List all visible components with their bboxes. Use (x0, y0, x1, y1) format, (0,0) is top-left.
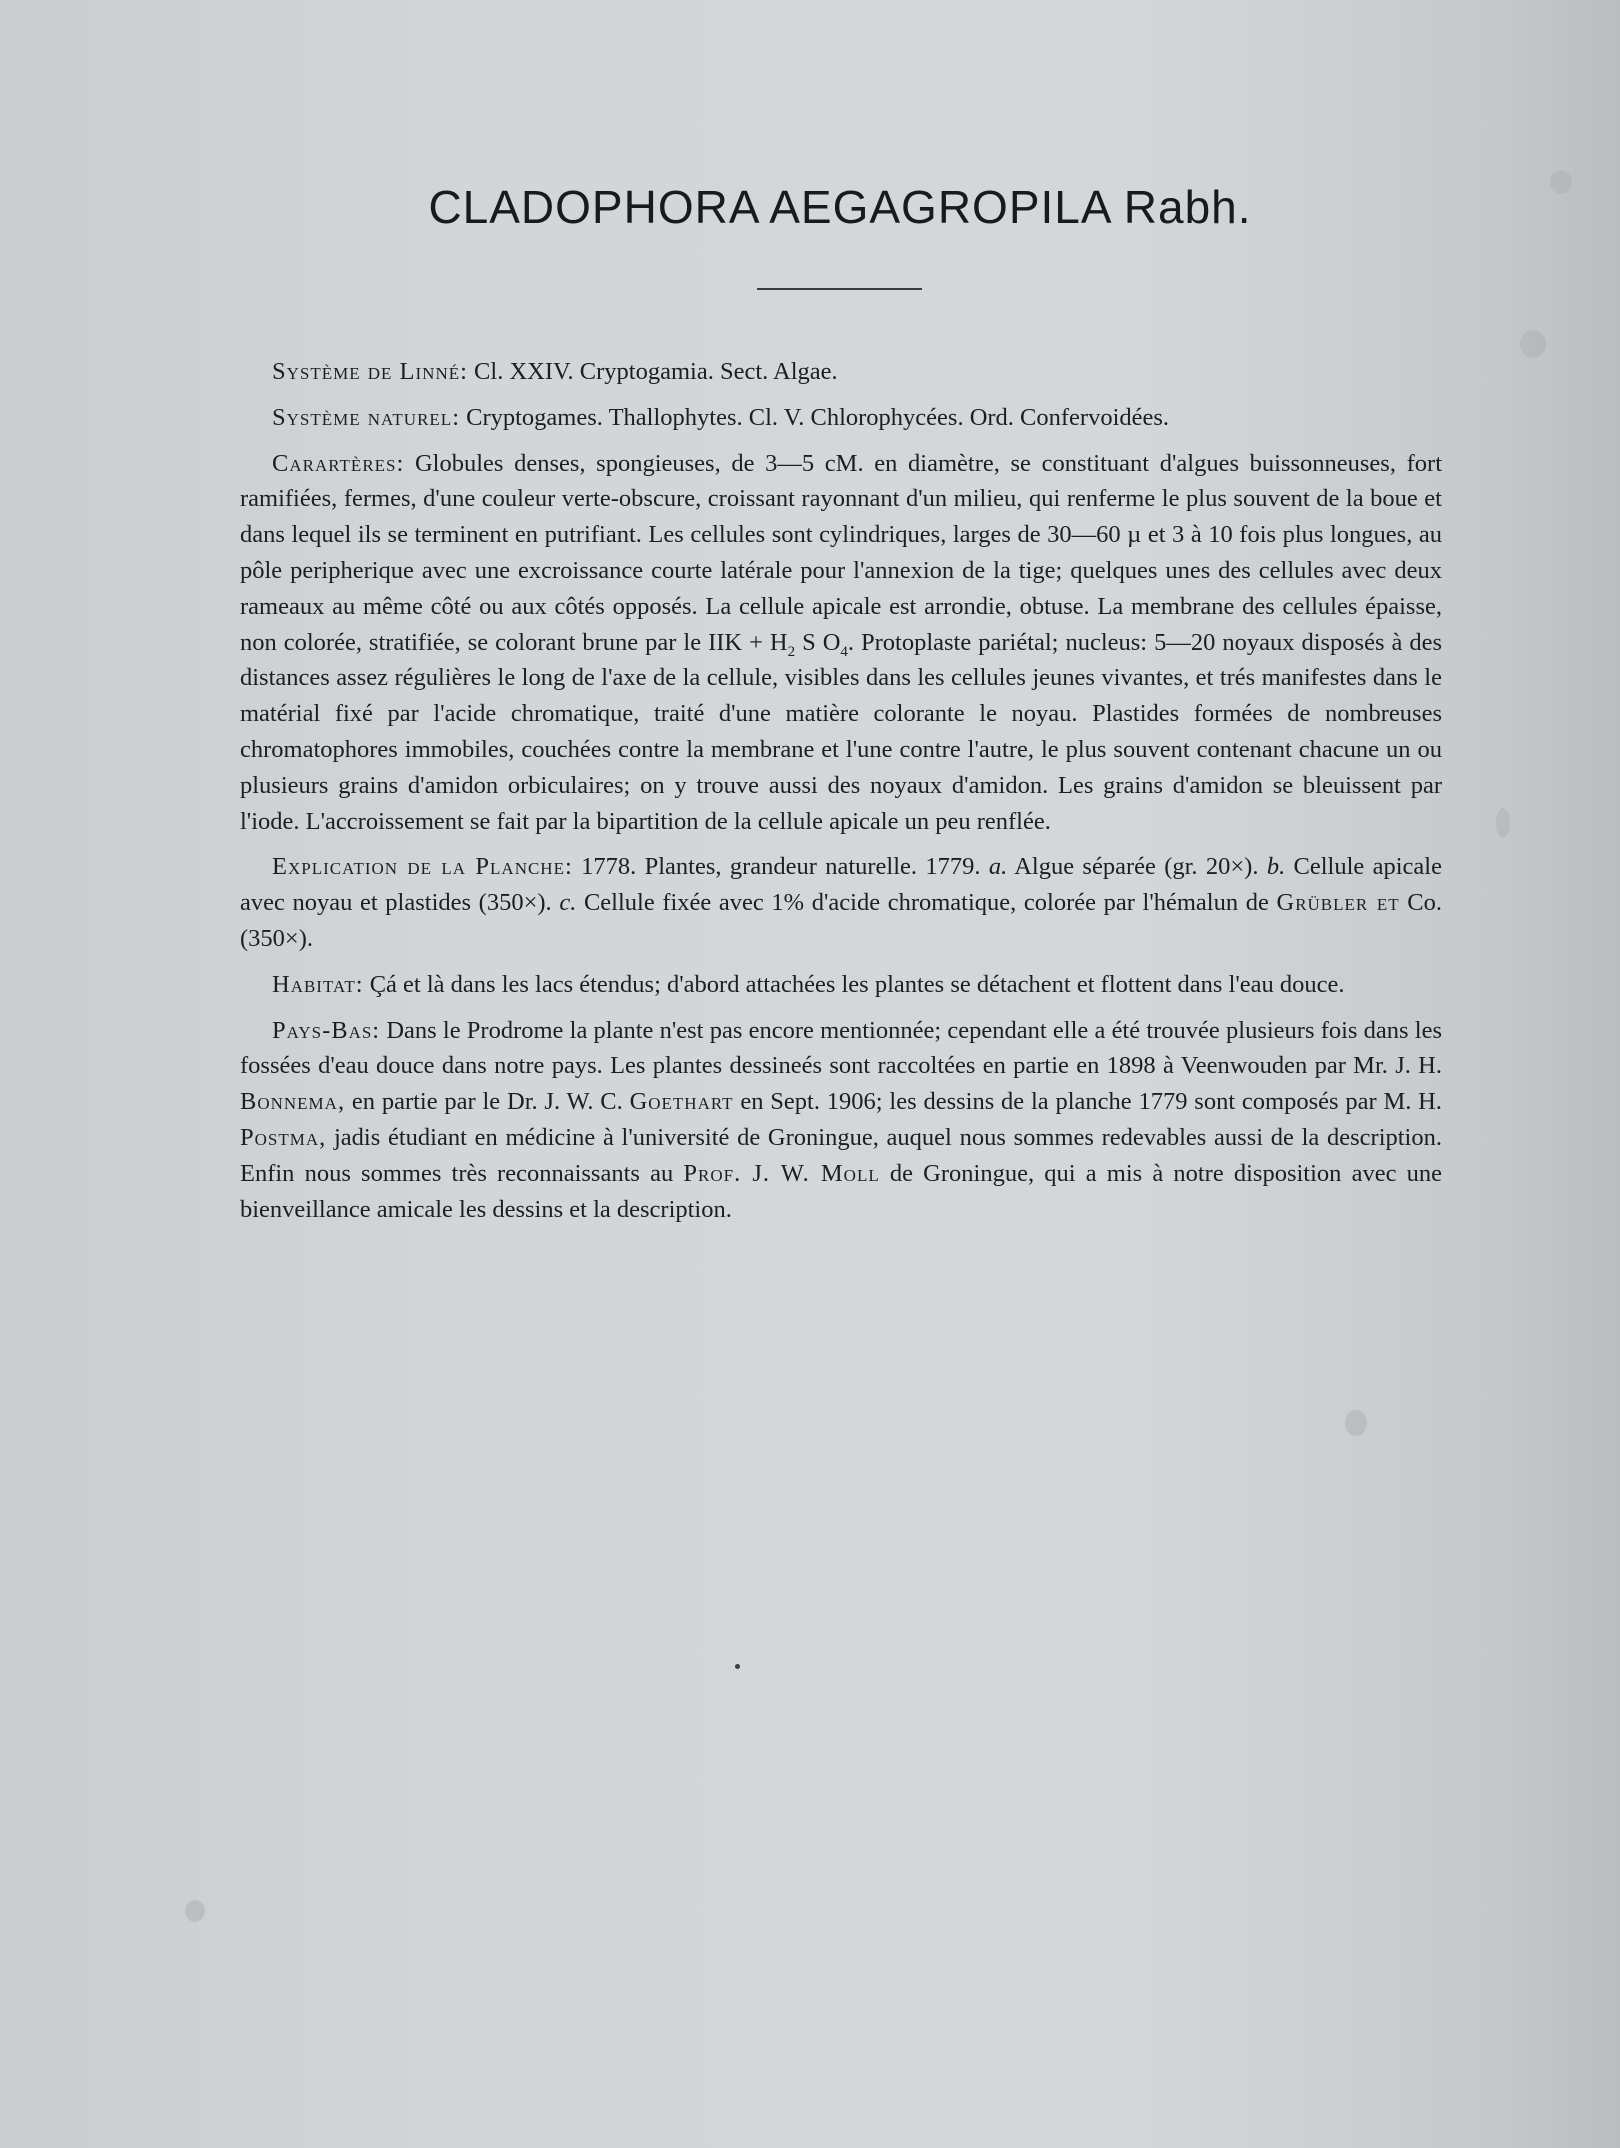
text-paysbas-d: jadis étudiant en médicine à l'université de Groningue, auquel nous sommes redevables aussi de la description. Enfin nous sommes très reconnaissants au (240, 1123, 1442, 1187)
paper-speck (735, 1664, 740, 1669)
paper-speck (1496, 808, 1510, 838)
text-caracteres-c: . Protoplaste pariétal; nucleus: 5—20 noyaux disposés à des distances assez régulières le long de l'axe de la cellule, visibles dans les cellules jeunes vivantes, et trés manifestes dans le matérial fixé par l'acide chromatique, traité d'une matière colorante le noyau. Plastides formées de nombreuses chromatophores immobiles, couchées contre la membrane et l'une contre l'autre, le plus souvent contenant chacune un ou plusieurs grains d'amidon orbiculaires; on y trouve aussi des noyaux d'amidon. Les grains d'amidon se bleuissent par l'iode. L'accroissement se fait par la bipartition de la cellule apicale un peu renflée. (240, 628, 1442, 835)
text-explication-d: Cellule fixée avec 1% d'acide chromatique, colorée par l'hémalun de (576, 889, 1277, 917)
title-divider (757, 288, 922, 290)
paragraph-habitat (240, 967, 1442, 1003)
paper-speck (1345, 1410, 1367, 1436)
text-caracteres-a: Globules denses, spongieuses, de 3—5 cM. en diamètre, se constituant d'algues buissonneuses, fort ramifiées, fermes, d'une couleur verte-obscure, croissant rayonnant d'un milieu, qui renferme le plus souvent de la boue et dans lequel ils se terminent en putrifiant. Les cellules sont cylindriques, larges de 30—60 µ et 3 à 10 fois plus longues, au pôle peripherique avec une excroissance courte latérale pour l'annexion de la tige; quelques unes des cellules avec deux rameaux au même côté ou aux côtés opposés. La cellule apicale est arrondie, obtuse. La membrane des cellules épaisse, non colorée, stratifiée, se colorant brune par le IIK + H (240, 449, 1442, 656)
description-body (240, 354, 1442, 1237)
name-goethart: Goethart (629, 1088, 734, 1116)
name-grubler: Grübler et (1276, 889, 1400, 917)
subscript-2: 2 (787, 643, 796, 660)
text-explication-a: 1778. Plantes, grandeur naturelle. 1779. (572, 853, 989, 881)
label-paysbas: Pays-Bas: (272, 1016, 381, 1044)
paragraph-paysbas (240, 1013, 1442, 1228)
label-linne: Système de Linné: (272, 358, 468, 385)
text-caracteres-b: S O (795, 628, 841, 656)
text-paysbas-c: en Sept. 1906; les dessins de la planche 1779 sont composés par M. H. (733, 1088, 1443, 1116)
text-naturel: Cryptogames. Thallophytes. Cl. V. Chlorophycées. Ord. Confervoidées. (460, 403, 1170, 431)
page-title: CLADOPHORA AEGAGROPILA Rabh. (428, 181, 1252, 233)
label-naturel: Système naturel: (272, 403, 460, 431)
paragraph-linne (240, 354, 1442, 390)
paper-speck (185, 1900, 205, 1922)
figure-ref-a: a. (988, 853, 1008, 881)
text-habitat: Çá et là dans les lacs étendus; d'abord attachées les plantes se détachent et flottent dans l'eau douce. (363, 970, 1345, 998)
figure-ref-b: b. (1266, 853, 1286, 881)
label-habitat: Habitat: (272, 970, 364, 998)
paragraph-naturel (240, 400, 1442, 436)
text-paysbas-e: de Groningue, qui a mis à notre disposition avec une bienveillance amicale les dessins et la description. (240, 1159, 1442, 1223)
figure-ref-c: c. (559, 889, 577, 917)
text-paysbas-a: Dans le Prodrome la plante n'est pas encore mentionnée; cependant elle a été trouvée plusieurs fois dans les fossées d'eau douce dans notre pays. Les plantes dessineés sont raccoltées en partie en 1898 à Veenwouden par Mr. J. H. (240, 1016, 1442, 1080)
text-paysbas-b: en partie par le Dr. J. W. C. (345, 1088, 630, 1116)
paragraph-explication (240, 849, 1442, 956)
paper-speck (1520, 330, 1546, 358)
name-postma: Postma, (240, 1123, 327, 1151)
text-explication-c: Cellule apicale avec noyau et plastides (350×). (240, 853, 1442, 917)
text-explication-e: Co. (350×). (240, 889, 1443, 952)
paragraph-caracteres (240, 446, 1442, 840)
text-explication-b: Algue séparée (gr. 20×). (1007, 853, 1267, 881)
text-linne: Cl. XXIV. Cryptogamia. Sect. Algae. (467, 358, 838, 385)
subscript-4: 4 (840, 643, 848, 660)
name-bonnema: Bonnema, (240, 1088, 346, 1116)
name-moll: Prof. J. W. Moll (683, 1159, 880, 1187)
label-explication: Explication de la Planche: (272, 853, 573, 881)
label-caracteres: Carartères: (272, 449, 405, 477)
